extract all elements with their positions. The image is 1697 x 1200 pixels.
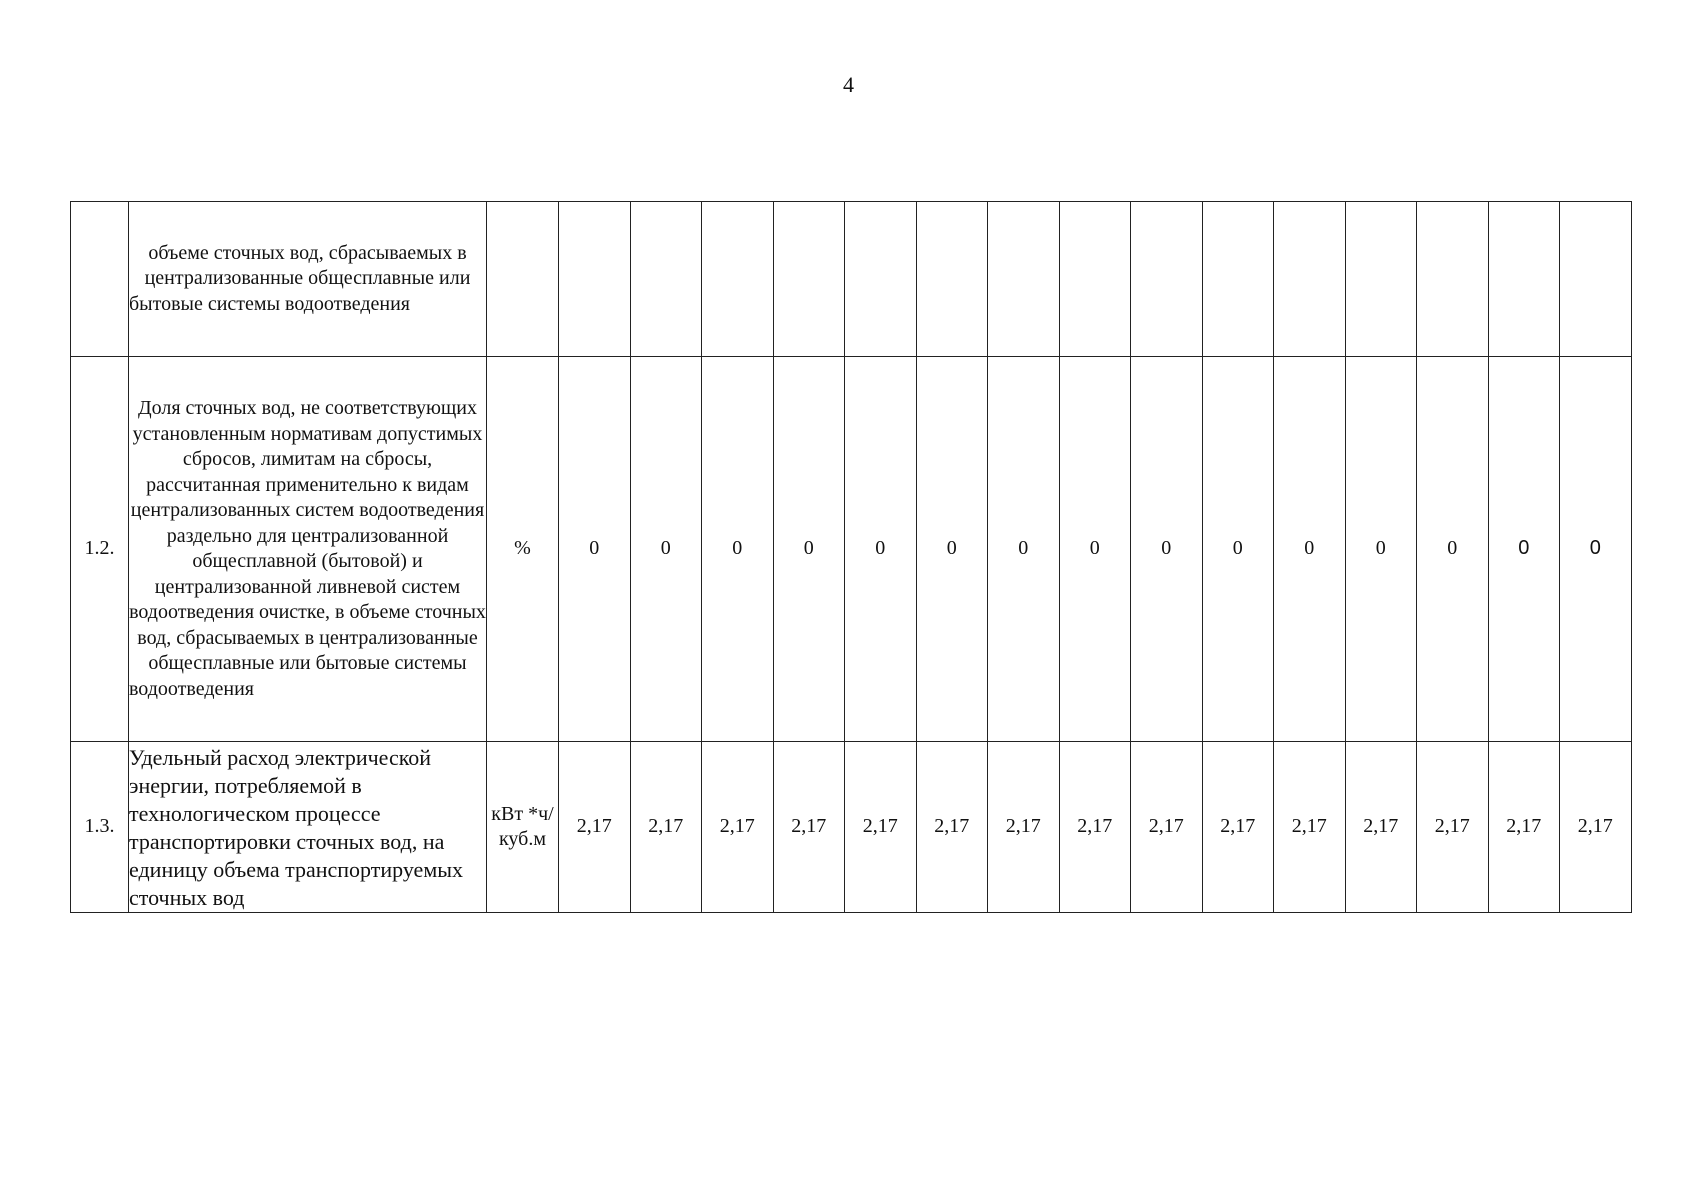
value-cell: 2,17	[1059, 742, 1131, 913]
value-cell	[1560, 202, 1632, 357]
value-cell: 2,17	[1274, 742, 1346, 913]
value-cell: 2,17	[1488, 742, 1560, 913]
value-cell: 0	[1202, 357, 1274, 742]
value-cell: 0	[1274, 357, 1346, 742]
value-cell: 0	[916, 357, 988, 742]
row-number: 1.3.	[71, 742, 129, 913]
row-unit: кВт *ч/куб.м	[487, 742, 559, 913]
value-cell	[1202, 202, 1274, 357]
table-row	[71, 742, 1632, 913]
value-cell: 0	[630, 357, 702, 742]
value-cell	[630, 202, 702, 357]
value-cell	[845, 202, 917, 357]
value-cell: 2,17	[773, 742, 845, 913]
row-number: 1.2.	[71, 357, 129, 742]
page-number: 4	[843, 72, 854, 97]
value-cell: 2,17	[845, 742, 917, 913]
value-cell	[1488, 202, 1560, 357]
value-cell	[702, 202, 774, 357]
value-cell: 0	[1560, 357, 1632, 742]
value-cell: 2,17	[988, 742, 1060, 913]
row-description: Удельный расход электрической энергии, потребляемой в технологическом процессе транспортировки сточных вод, на единицу объема транспортируемых сточных вод	[129, 742, 487, 913]
row-unit: %	[487, 357, 559, 742]
value-cell	[1417, 202, 1489, 357]
value-cell: 2,17	[1131, 742, 1203, 913]
value-cell: 0	[1488, 357, 1560, 742]
value-cell: 0	[988, 357, 1060, 742]
value-cell	[1059, 202, 1131, 357]
row-description: Доля сточных вод, не соответствующих установленным нормативам допустимых сбросов, лимитам на сбросы, рассчитанная применительно к видам централизованных систем водоотведения раздельно для централизованной общесплавной (бытовой) и централизованной ливневой систем водоотведения очистке, в объеме сточных вод, сбрасываемых в централизованные общесплавные или бытовые системы водоотведения	[129, 357, 487, 742]
value-cell	[1131, 202, 1203, 357]
value-cell: 2,17	[702, 742, 774, 913]
value-cell: 0	[702, 357, 774, 742]
value-cell: 2,17	[559, 742, 631, 913]
value-cell	[773, 202, 845, 357]
value-cell	[988, 202, 1060, 357]
value-cell: 0	[1059, 357, 1131, 742]
value-cell: 0	[773, 357, 845, 742]
table-row	[71, 357, 1632, 742]
value-cell: 0	[559, 357, 631, 742]
value-cell: 2,17	[1417, 742, 1489, 913]
value-cell: 2,17	[1560, 742, 1632, 913]
value-cell	[916, 202, 988, 357]
value-cell: 0	[845, 357, 917, 742]
table-row	[71, 202, 1632, 357]
row-unit	[487, 202, 559, 357]
value-cell	[1345, 202, 1417, 357]
row-number	[71, 202, 129, 357]
row-description: объеме сточных вод, сбрасываемых в централизованные общесплавные или бытовые системы водоотведения	[129, 202, 487, 357]
value-cell	[1274, 202, 1346, 357]
value-cell: 2,17	[1345, 742, 1417, 913]
value-cell: 0	[1131, 357, 1203, 742]
value-cell: 0	[1417, 357, 1489, 742]
indicators-table	[70, 201, 1632, 913]
value-cell	[559, 202, 631, 357]
value-cell: 2,17	[1202, 742, 1274, 913]
value-cell: 2,17	[916, 742, 988, 913]
value-cell: 0	[1345, 357, 1417, 742]
value-cell: 2,17	[630, 742, 702, 913]
